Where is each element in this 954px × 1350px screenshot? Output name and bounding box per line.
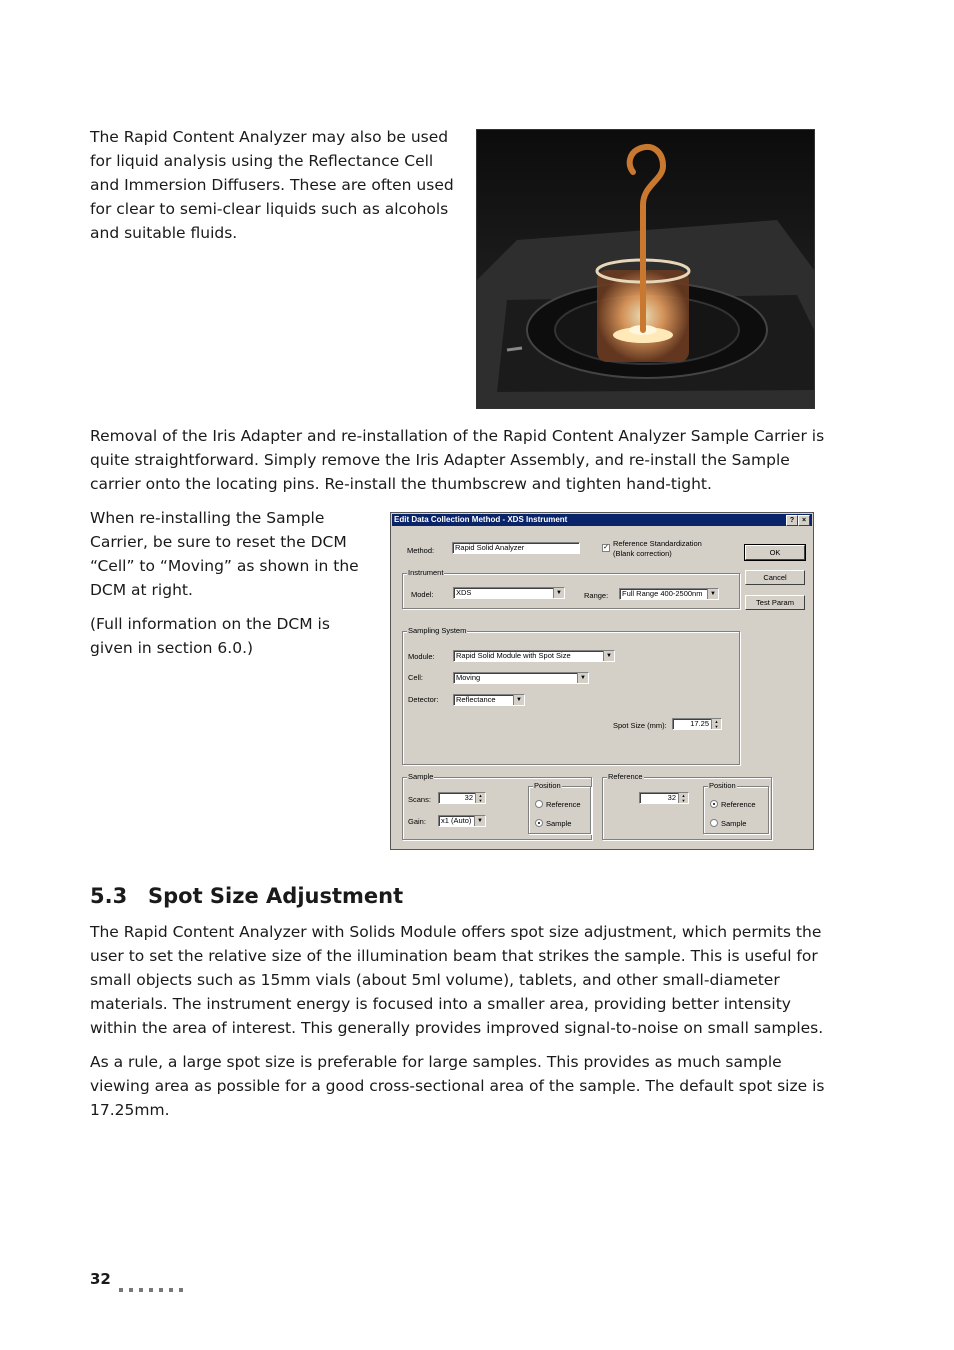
reference-position-sample-label: Sample: [721, 819, 747, 828]
reference-position-label: Position: [709, 781, 736, 790]
detector-value: Reflectance: [456, 695, 496, 704]
removal-paragraph: Removal of the Iris Adapter and re-installation of the Rapid Content Analyzer Sample Carrier is quite straightforward. Simply remove the Iris Adapter Assembly, and re-install the Sample carrier onto the locating pins. Re-install the thumbscrew and tighten hand-tight.: [90, 427, 825, 493]
cell-label: Cell:: [408, 673, 424, 682]
range-value: Full Range 400-2500nm: [622, 589, 703, 598]
reference-group: [602, 772, 772, 840]
chevron-down-icon: ▼: [474, 816, 485, 826]
help-icon[interactable]: ?: [786, 515, 798, 526]
reference-standardization-checkbox[interactable]: ✓: [603, 544, 609, 551]
beaker-photo: [476, 129, 815, 409]
model-label: Model:: [411, 590, 434, 599]
model-value: XDS: [456, 588, 472, 597]
sampling-system-group: [402, 626, 740, 765]
chevron-down-icon: ▼: [553, 588, 564, 598]
reinstall-paragraph: When re-installing the Sample Carrier, be sure to reset the DCM “Cell” to “Moving” as shown in the DCM at right.: [90, 509, 359, 599]
chevron-down-icon: ▼: [577, 673, 588, 683]
spot-size-value: 17.25: [690, 719, 709, 728]
sample-group-label: Sample: [408, 772, 434, 781]
instrument-group: [402, 568, 740, 609]
cell-value: Moving: [456, 673, 481, 682]
sampling-system-group-label: Sampling System: [408, 626, 467, 635]
reference-position-group: [703, 781, 769, 834]
spot-size-paragraph-2: As a rule, a large spot size is preferable for large samples. This provides as much sample viewing area as possible for a good cross-sectional area of the sample. The default spot size is 17.25mm.: [90, 1053, 825, 1119]
gain-select[interactable]: [438, 815, 486, 827]
dialog-title-bar: [392, 514, 812, 526]
model-select[interactable]: [453, 587, 565, 599]
reference-position-reference-label: Reference: [721, 800, 756, 809]
spot-size-paragraph-1: The Rapid Content Analyzer with Solids Module offers spot size adjustment, which permits the user to set the relative size of the illumination beam that strikes the sample. This is useful for small objects such as 15mm vials (about 5ml volume), tablets, and other small-diameter materials. The instrument energy is focused into a smaller area, providing better intensity within the area of interest. This generally provides improved signal-to-noise on small samples.: [90, 923, 824, 1037]
range-select[interactable]: [619, 588, 719, 600]
reference-position-reference-radio[interactable]: [710, 800, 718, 808]
gain-value: x1 (Auto): [441, 816, 472, 825]
dcm-dialog: [390, 512, 814, 850]
sample-position-sample-label: Sample: [546, 819, 572, 828]
module-label: Module:: [408, 652, 435, 661]
reference-standardization-label: Reference Standardization: [613, 539, 702, 548]
page-number: 32: [90, 1270, 111, 1288]
chevron-down-icon: ▼: [513, 695, 524, 705]
reference-position-sample-radio[interactable]: [710, 819, 718, 827]
reference-group-label: Reference: [608, 772, 643, 781]
module-value: Rapid Solid Module with Spot Size: [456, 651, 571, 660]
blank-correction-label: (Blank correction): [613, 549, 672, 558]
chevron-down-icon: ▼: [707, 589, 718, 599]
spinner-arrows-icon[interactable]: ▲ ▼: [711, 719, 721, 729]
sample-position-group: [528, 781, 591, 834]
sample-group: [402, 772, 592, 840]
immersion-diffuser-illustration: [477, 130, 814, 408]
module-select[interactable]: [453, 650, 615, 662]
reference-scans-spinner[interactable]: [639, 792, 689, 804]
range-label: Range:: [584, 591, 609, 600]
gain-label: Gain:: [408, 817, 426, 826]
ok-button[interactable]: OK: [745, 545, 805, 560]
spot-size-label: Spot Size (mm):: [613, 721, 667, 730]
sample-position-reference-label: Reference: [546, 800, 581, 809]
dialog-title: Edit Data Collection Method - XDS Instrument: [394, 515, 568, 524]
intro-paragraph: The Rapid Content Analyzer may also be used for liquid analysis using the Reflectance Cell and Immersion Diffusers. These are often used for clear to semi-clear liquids such as alcohols and suitable fluids.: [90, 128, 454, 242]
detector-select[interactable]: [453, 694, 525, 706]
sample-position-sample-radio[interactable]: [535, 819, 543, 827]
section-title: Spot Size Adjustment: [148, 884, 404, 908]
dcm-reference-note: (Full information on the DCM is given in section 6.0.): [90, 615, 330, 657]
spot-size-spinner[interactable]: [672, 718, 722, 730]
test-param-button[interactable]: Test Param: [745, 595, 805, 610]
reference-scans-value: 32: [667, 793, 676, 802]
chevron-down-icon: ▼: [603, 651, 614, 661]
scans-label: Scans:: [408, 795, 431, 804]
sample-scans-value: 32: [464, 793, 473, 802]
close-icon[interactable]: ×: [798, 515, 810, 526]
spinner-arrows-icon[interactable]: ▲ ▼: [678, 793, 688, 803]
section-heading: [90, 884, 403, 908]
detector-label: Detector:: [408, 695, 439, 704]
sample-position-reference-radio[interactable]: [535, 800, 543, 808]
cell-select[interactable]: [453, 672, 589, 684]
section-number: 5.3: [90, 884, 128, 908]
instrument-group-label: Instrument: [408, 568, 444, 577]
method-label: Method:: [407, 546, 435, 555]
sample-position-label: Position: [534, 781, 561, 790]
sample-scans-spinner[interactable]: [438, 792, 486, 804]
cancel-button[interactable]: Cancel: [745, 570, 805, 585]
method-input[interactable]: Rapid Solid Analyzer: [452, 542, 580, 554]
footer-dots: [119, 1277, 189, 1296]
spinner-arrows-icon[interactable]: ▲ ▼: [475, 793, 485, 803]
